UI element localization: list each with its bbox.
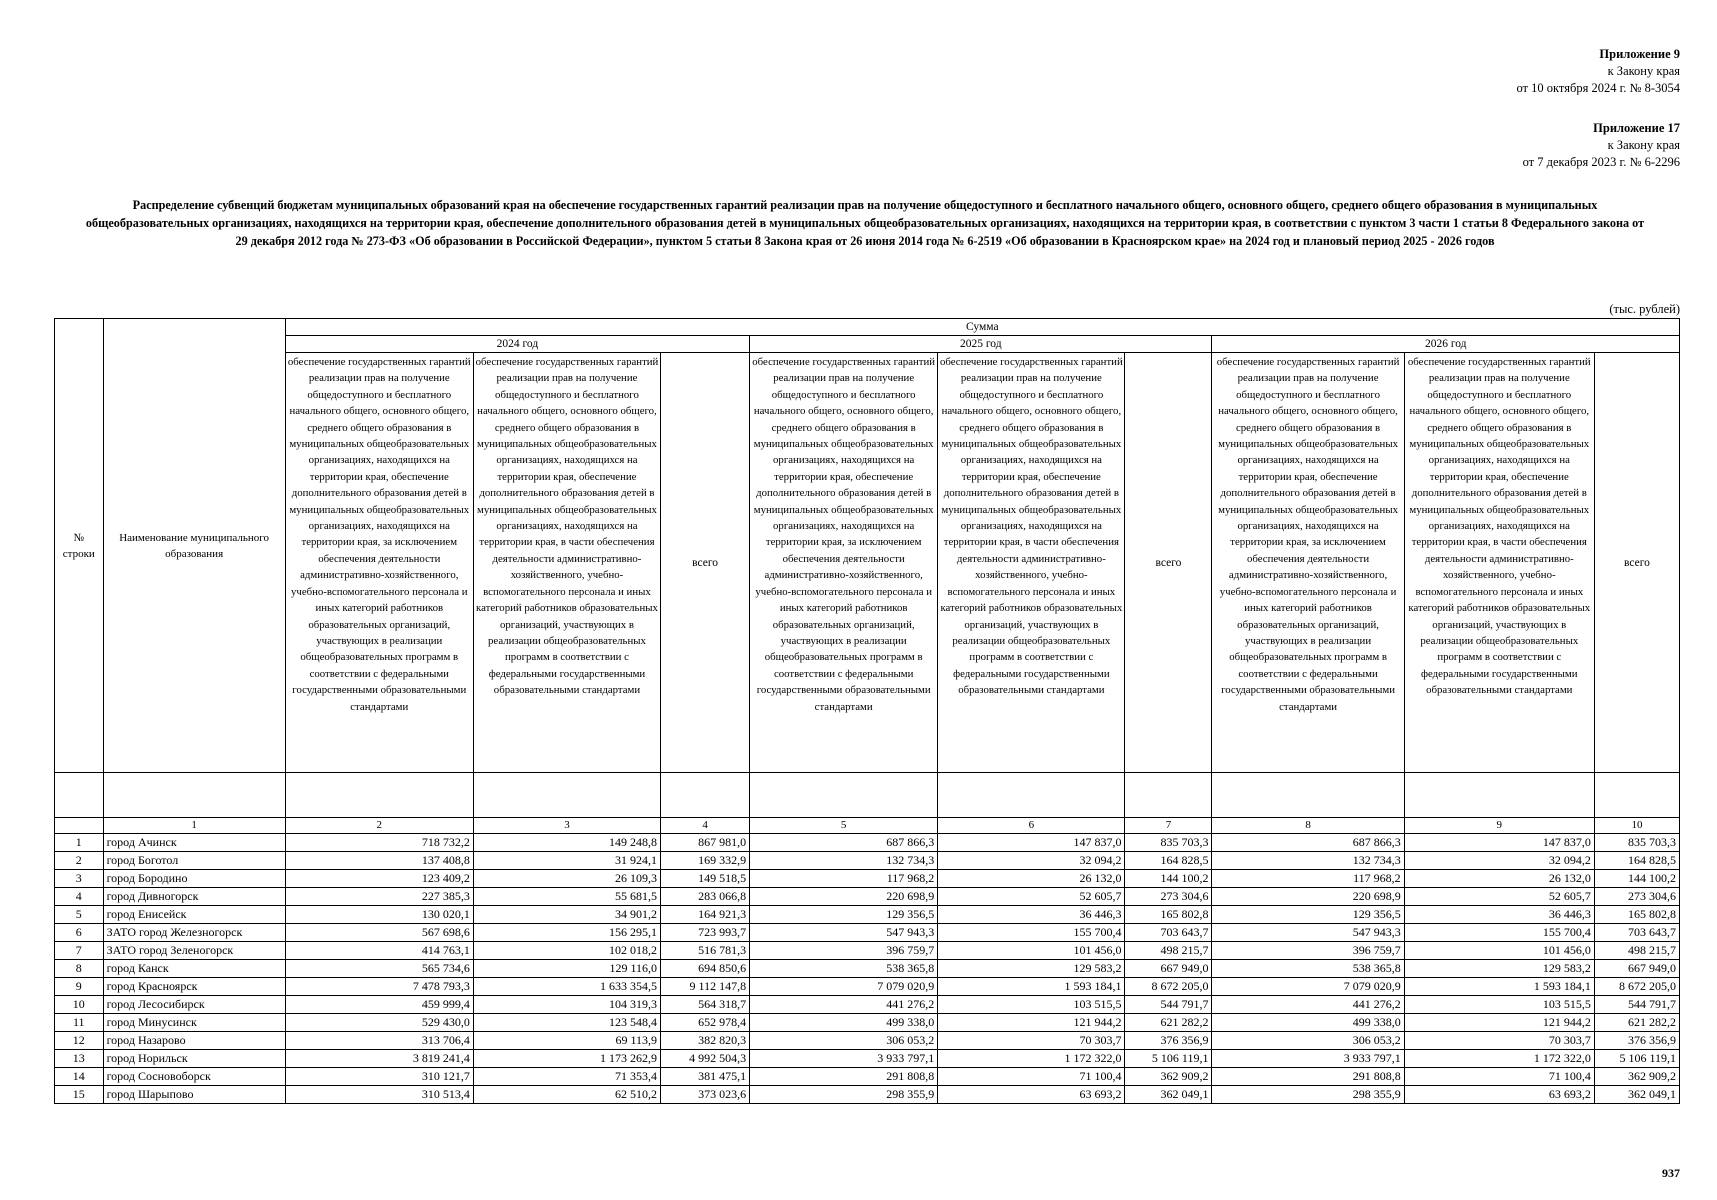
- amount-cell: 62 510,2: [473, 1086, 660, 1104]
- column-number: 5: [750, 818, 938, 834]
- year-2025-header: 2025 год: [750, 336, 1212, 353]
- amount-cell: 382 820,3: [661, 1032, 750, 1050]
- amount-cell: 8 672 205,0: [1125, 978, 1212, 996]
- amount-cell: 298 355,9: [750, 1086, 938, 1104]
- amount-cell: 129 583,2: [938, 960, 1125, 978]
- amount-cell: 667 949,0: [1125, 960, 1212, 978]
- column-number: 10: [1594, 818, 1679, 834]
- amount-cell: 52 605,7: [1404, 888, 1594, 906]
- amount-cell: 1 173 262,9: [473, 1050, 660, 1068]
- amount-cell: 7 079 020,9: [750, 978, 938, 996]
- amount-cell: 149 518,5: [661, 870, 750, 888]
- amount-cell: 310 513,4: [285, 1086, 473, 1104]
- header-gap-row: [55, 773, 1680, 818]
- table-row: [55, 1068, 1680, 1086]
- column-number-row: [55, 818, 1680, 834]
- amount-cell: 362 049,1: [1594, 1086, 1679, 1104]
- amount-cell: 414 763,1: [285, 942, 473, 960]
- amount-cell: 149 248,8: [473, 834, 660, 852]
- municipality-name: город Енисейск: [103, 906, 285, 924]
- row-number: 9: [55, 978, 104, 996]
- amount-cell: 313 706,4: [285, 1032, 473, 1050]
- appendix-17-title: Приложение 17: [1593, 121, 1680, 135]
- amount-cell: 3 933 797,1: [1212, 1050, 1404, 1068]
- amount-cell: 376 356,9: [1594, 1032, 1679, 1050]
- table-row: [55, 870, 1680, 888]
- amount-cell: 667 949,0: [1594, 960, 1679, 978]
- column-number-blank: [55, 818, 104, 834]
- sum-header: Сумма: [285, 319, 1679, 336]
- amount-cell: 155 700,4: [938, 924, 1125, 942]
- municipality-name: город Боготол: [103, 852, 285, 870]
- amount-cell: 1 172 322,0: [1404, 1050, 1594, 1068]
- amount-cell: 718 732,2: [285, 834, 473, 852]
- amount-cell: 130 020,1: [285, 906, 473, 924]
- municipality-name: ЗАТО город Железногорск: [103, 924, 285, 942]
- amount-cell: 687 866,3: [750, 834, 938, 852]
- amount-cell: 32 094,2: [938, 852, 1125, 870]
- amount-cell: 129 583,2: [1404, 960, 1594, 978]
- table-row: [55, 1014, 1680, 1032]
- amount-cell: 70 303,7: [938, 1032, 1125, 1050]
- amount-cell: 547 943,3: [1212, 924, 1404, 942]
- amount-cell: 498 215,7: [1125, 942, 1212, 960]
- row-number: 12: [55, 1032, 104, 1050]
- column-number: 9: [1404, 818, 1594, 834]
- desc-2026-b: обеспечение государственных гарантий реализации прав на получение общедоступного и бесплатного начального общего, основного общего, среднего общего образования в муниципальных общеобразовательных организациях, находящихся на территории края, обеспечение дополнительного образования детей в муниципальных общеобразовательных организациях, находящихся на территории края, в части обеспечения деятельности административно-хозяйственного, учебно-вспомогательного персонала и иных категорий работников образовательных организаций, участвующих в реализации общеобразовательных программ в соответствии с федеральными государственными образовательными стандартами: [1404, 353, 1594, 773]
- amount-cell: 567 698,6: [285, 924, 473, 942]
- amount-cell: 104 319,3: [473, 996, 660, 1014]
- amount-cell: 101 456,0: [938, 942, 1125, 960]
- table-row: [55, 996, 1680, 1014]
- amount-cell: 7 478 793,3: [285, 978, 473, 996]
- amount-cell: 1 593 184,1: [938, 978, 1125, 996]
- municipality-name: город Сосновоборск: [103, 1068, 285, 1086]
- amount-cell: 362 909,2: [1125, 1068, 1212, 1086]
- column-number: 6: [938, 818, 1125, 834]
- amount-cell: 102 018,2: [473, 942, 660, 960]
- row-number: 15: [55, 1086, 104, 1104]
- amount-cell: 835 703,3: [1594, 834, 1679, 852]
- column-number: 4: [661, 818, 750, 834]
- municipality-name: город Лесосибирск: [103, 996, 285, 1014]
- amount-cell: 164 828,5: [1594, 852, 1679, 870]
- amount-cell: 459 999,4: [285, 996, 473, 1014]
- amount-cell: 1 593 184,1: [1404, 978, 1594, 996]
- amount-cell: 165 802,8: [1125, 906, 1212, 924]
- amount-cell: 7 079 020,9: [1212, 978, 1404, 996]
- desc-2024-b: обеспечение государственных гарантий реализации прав на получение общедоступного и бесплатного начального общего, основного общего, среднего общего образования в муниципальных общеобразовательных организациях, находящихся на территории края, обеспечение дополнительного образования детей в муниципальных общеобразовательных организациях, находящихся на территории края, в части обеспечения деятельности административно-хозяйственного, учебно-вспомогательного персонала и иных категорий работников образовательных организаций, участвующих в реализации общеобразовательных программ в соответствии с федеральными государственными образовательными стандартами: [473, 353, 660, 773]
- units-label: (тыс. рублей): [1609, 302, 1680, 316]
- amount-cell: 26 109,3: [473, 870, 660, 888]
- amount-cell: 36 446,3: [938, 906, 1125, 924]
- amount-cell: 103 515,5: [938, 996, 1125, 1014]
- table-row: [55, 924, 1680, 942]
- amount-cell: 499 338,0: [750, 1014, 938, 1032]
- table-row: [55, 942, 1680, 960]
- appendix-17-date: от 7 декабря 2023 г. № 6-2296: [1522, 155, 1680, 169]
- amount-cell: 70 303,7: [1404, 1032, 1594, 1050]
- amount-cell: 32 094,2: [1404, 852, 1594, 870]
- municipality-name: город Канск: [103, 960, 285, 978]
- amount-cell: 373 023,6: [661, 1086, 750, 1104]
- table-row: [55, 906, 1680, 924]
- municipality-name: город Ачинск: [103, 834, 285, 852]
- amount-cell: 1 633 354,5: [473, 978, 660, 996]
- amount-cell: 362 909,2: [1594, 1068, 1679, 1086]
- table-row: [55, 1050, 1680, 1068]
- amount-cell: 155 700,4: [1404, 924, 1594, 942]
- municipality-name: город Бородино: [103, 870, 285, 888]
- amount-cell: 63 693,2: [938, 1086, 1125, 1104]
- total-2025-header: всего: [1125, 353, 1212, 773]
- total-2026-header: всего: [1594, 353, 1679, 773]
- municipality-name: ЗАТО город Зеленогорск: [103, 942, 285, 960]
- amount-cell: 147 837,0: [938, 834, 1125, 852]
- amount-cell: 117 968,2: [1212, 870, 1404, 888]
- amount-cell: 121 944,2: [938, 1014, 1125, 1032]
- table-row: [55, 852, 1680, 870]
- amount-cell: 220 698,9: [750, 888, 938, 906]
- amount-cell: 69 113,9: [473, 1032, 660, 1050]
- amount-cell: 137 408,8: [285, 852, 473, 870]
- amount-cell: 169 332,9: [661, 852, 750, 870]
- amount-cell: 4 992 504,3: [661, 1050, 750, 1068]
- amount-cell: 123 548,4: [473, 1014, 660, 1032]
- desc-2026-a: обеспечение государственных гарантий реализации прав на получение общедоступного и бесплатного начального общего, основного общего, среднего общего образования в муниципальных общеобразовательных организациях, находящихся на территории края, обеспечение дополнительного образования детей в муниципальных общеобразовательных организациях, находящихся на территории края, за исключением обеспечения деятельности административно-хозяйственного, учебно-вспомогательного персонала и иных категорий работников образовательных организаций, участвующих в реализации общеобразовательных программ в соответствии с федеральными государственными образовательными стандартами: [1212, 353, 1404, 773]
- amount-cell: 621 282,2: [1594, 1014, 1679, 1032]
- amount-cell: 441 276,2: [750, 996, 938, 1014]
- appendix-9-title: Приложение 9: [1599, 47, 1680, 61]
- amount-cell: 441 276,2: [1212, 996, 1404, 1014]
- amount-cell: 306 053,2: [1212, 1032, 1404, 1050]
- amount-cell: 156 295,1: [473, 924, 660, 942]
- column-number: 2: [285, 818, 473, 834]
- amount-cell: 723 993,7: [661, 924, 750, 942]
- column-number: 8: [1212, 818, 1404, 834]
- amount-cell: 123 409,2: [285, 870, 473, 888]
- amount-cell: 867 981,0: [661, 834, 750, 852]
- desc-2025-a: обеспечение государственных гарантий реализации прав на получение общедоступного и бесплатного начального общего, основного общего, среднего общего образования в муниципальных общеобразовательных организациях, находящихся на территории края, обеспечение дополнительного образования детей в муниципальных общеобразовательных организациях, находящихся на территории края, за исключением обеспечения деятельности административно-хозяйственного, учебно-вспомогательного персонала и иных категорий работников образовательных организаций, участвующих в реализации общеобразовательных программ в соответствии с федеральными государственными образовательными стандартами: [750, 353, 938, 773]
- amount-cell: 498 215,7: [1594, 942, 1679, 960]
- amount-cell: 381 475,1: [661, 1068, 750, 1086]
- amount-cell: 31 924,1: [473, 852, 660, 870]
- table-row: [55, 888, 1680, 906]
- amount-cell: 694 850,6: [661, 960, 750, 978]
- amount-cell: 164 828,5: [1125, 852, 1212, 870]
- amount-cell: 5 106 119,1: [1125, 1050, 1212, 1068]
- appendix-17-header: [1523, 120, 1680, 171]
- desc-2025-b: обеспечение государственных гарантий реализации прав на получение общедоступного и бесплатного начального общего, основного общего, среднего общего образования в муниципальных общеобразовательных организациях, находящихся на территории края, обеспечение дополнительного образования детей в муниципальных общеобразовательных организациях, находящихся на территории края, в части обеспечения деятельности административно-хозяйственного, учебно-вспомогательного персонала и иных категорий работников образовательных организаций, участвующих в реализации общеобразовательных программ в соответствии с федеральными государственными образовательными стандартами: [938, 353, 1125, 773]
- amount-cell: 291 808,8: [1212, 1068, 1404, 1086]
- amount-cell: 1 172 322,0: [938, 1050, 1125, 1068]
- amount-cell: 544 791,7: [1594, 996, 1679, 1014]
- amount-cell: 529 430,0: [285, 1014, 473, 1032]
- column-number: 7: [1125, 818, 1212, 834]
- amount-cell: 129 356,5: [750, 906, 938, 924]
- appendix-17-law-ref: к Закону края: [1607, 138, 1680, 152]
- amount-cell: 101 456,0: [1404, 942, 1594, 960]
- row-number: 10: [55, 996, 104, 1014]
- amount-cell: 283 066,8: [661, 888, 750, 906]
- amount-cell: 396 759,7: [750, 942, 938, 960]
- table-row: [55, 978, 1680, 996]
- amount-cell: 144 100,2: [1594, 870, 1679, 888]
- table-row: [55, 960, 1680, 978]
- amount-cell: 144 100,2: [1125, 870, 1212, 888]
- amount-cell: 220 698,9: [1212, 888, 1404, 906]
- municipality-name-header: Наименование муниципального образования: [103, 319, 285, 773]
- amount-cell: 687 866,3: [1212, 834, 1404, 852]
- appendix-9-header: [1516, 46, 1680, 97]
- table-row: [55, 1086, 1680, 1104]
- row-number: 5: [55, 906, 104, 924]
- amount-cell: 8 672 205,0: [1594, 978, 1679, 996]
- row-number-header: № строки: [55, 319, 104, 773]
- amount-cell: 71 353,4: [473, 1068, 660, 1086]
- amount-cell: 63 693,2: [1404, 1086, 1594, 1104]
- amount-cell: 298 355,9: [1212, 1086, 1404, 1104]
- municipality-name: город Красноярск: [103, 978, 285, 996]
- amount-cell: 564 318,7: [661, 996, 750, 1014]
- municipality-name: город Шарыпово: [103, 1086, 285, 1104]
- amount-cell: 147 837,0: [1404, 834, 1594, 852]
- amount-cell: 129 356,5: [1212, 906, 1404, 924]
- amount-cell: 703 643,7: [1125, 924, 1212, 942]
- amount-cell: 538 365,8: [750, 960, 938, 978]
- year-2024-header: 2024 год: [285, 336, 749, 353]
- amount-cell: 36 446,3: [1404, 906, 1594, 924]
- amount-cell: 652 978,4: [661, 1014, 750, 1032]
- amount-cell: 164 921,3: [661, 906, 750, 924]
- amount-cell: 9 112 147,8: [661, 978, 750, 996]
- amount-cell: 55 681,5: [473, 888, 660, 906]
- row-number: 13: [55, 1050, 104, 1068]
- year-2026-header: 2026 год: [1212, 336, 1680, 353]
- row-number: 3: [55, 870, 104, 888]
- amount-cell: 396 759,7: [1212, 942, 1404, 960]
- amount-cell: 306 053,2: [750, 1032, 938, 1050]
- table-row: [55, 1032, 1680, 1050]
- amount-cell: 52 605,7: [938, 888, 1125, 906]
- amount-cell: 132 734,3: [750, 852, 938, 870]
- amount-cell: 538 365,8: [1212, 960, 1404, 978]
- amount-cell: 129 116,0: [473, 960, 660, 978]
- municipality-name: город Дивногорск: [103, 888, 285, 906]
- amount-cell: 291 808,8: [750, 1068, 938, 1086]
- amount-cell: 273 304,6: [1125, 888, 1212, 906]
- amount-cell: 34 901,2: [473, 906, 660, 924]
- amount-cell: 26 132,0: [938, 870, 1125, 888]
- appendix-9-date: от 10 октября 2024 г. № 8-3054: [1516, 81, 1680, 95]
- row-number: 11: [55, 1014, 104, 1032]
- amount-cell: 499 338,0: [1212, 1014, 1404, 1032]
- column-number: 1: [103, 818, 285, 834]
- amount-cell: 165 802,8: [1594, 906, 1679, 924]
- row-number: 2: [55, 852, 104, 870]
- amount-cell: 376 356,9: [1125, 1032, 1212, 1050]
- amount-cell: 703 643,7: [1594, 924, 1679, 942]
- amount-cell: 3 819 241,4: [285, 1050, 473, 1068]
- amount-cell: 117 968,2: [750, 870, 938, 888]
- amount-cell: 71 100,4: [938, 1068, 1125, 1086]
- amount-cell: 362 049,1: [1125, 1086, 1212, 1104]
- amount-cell: 26 132,0: [1404, 870, 1594, 888]
- amount-cell: 621 282,2: [1125, 1014, 1212, 1032]
- amount-cell: 227 385,3: [285, 888, 473, 906]
- total-2024-header: всего: [661, 353, 750, 773]
- row-number: 1: [55, 834, 104, 852]
- document-title: Распределение субвенций бюджетам муниципальных образований края на обеспечение государственных гарантий реализации прав на получение общедоступного и бесплатного начального общего, основного общего, среднего общего образования в муниципальных общеобразовательных организациях, находящихся на территории края, обеспечение дополнительного образования детей в муниципальных общеобразовательных организациях, находящихся на территории края, в соответствии с пунктом 3 части 1 статьи 8 Федерального закона от 29 декабря 2012 года № 273-ФЗ «Об образовании в Российской Федерации», пунктом 5 статьи 8 Закона края от 26 июня 2014 года № 6-2519 «Об образовании в Красноярском крае» на 2024 год и плановый период 2025 - 2026 годов: [85, 198, 1645, 248]
- amount-cell: 565 734,6: [285, 960, 473, 978]
- amount-cell: 132 734,3: [1212, 852, 1404, 870]
- amount-cell: 547 943,3: [750, 924, 938, 942]
- amount-cell: 544 791,7: [1125, 996, 1212, 1014]
- row-number: 7: [55, 942, 104, 960]
- amount-cell: 835 703,3: [1125, 834, 1212, 852]
- amount-cell: 273 304,6: [1594, 888, 1679, 906]
- appendix-9-law-ref: к Закону края: [1607, 64, 1680, 78]
- amount-cell: 516 781,3: [661, 942, 750, 960]
- amount-cell: 103 515,5: [1404, 996, 1594, 1014]
- amount-cell: 310 121,7: [285, 1068, 473, 1086]
- municipality-name: город Минусинск: [103, 1014, 285, 1032]
- row-number: 14: [55, 1068, 104, 1086]
- municipality-name: город Норильск: [103, 1050, 285, 1068]
- municipality-name: город Назарово: [103, 1032, 285, 1050]
- amount-cell: 121 944,2: [1404, 1014, 1594, 1032]
- table-row: [55, 834, 1680, 852]
- page-number: 937: [1662, 1166, 1680, 1180]
- amount-cell: 5 106 119,1: [1594, 1050, 1679, 1068]
- row-number: 6: [55, 924, 104, 942]
- row-number: 8: [55, 960, 104, 978]
- subvention-table: [54, 318, 1680, 1104]
- column-number: 3: [473, 818, 660, 834]
- row-number: 4: [55, 888, 104, 906]
- amount-cell: 3 933 797,1: [750, 1050, 938, 1068]
- desc-2024-a: обеспечение государственных гарантий реализации прав на получение общедоступного и бесплатного начального общего, основного общего, среднего общего образования в муниципальных общеобразовательных организациях, находящихся на территории края, обеспечение дополнительного образования детей в муниципальных общеобразовательных организациях, находящихся на территории края, за исключением обеспечения деятельности административно-хозяйственного, учебно-вспомогательного персонала и иных категорий работников образовательных организаций, участвующих в реализации общеобразовательных программ в соответствии с федеральными государственными образовательными стандартами: [285, 353, 473, 773]
- amount-cell: 71 100,4: [1404, 1068, 1594, 1086]
